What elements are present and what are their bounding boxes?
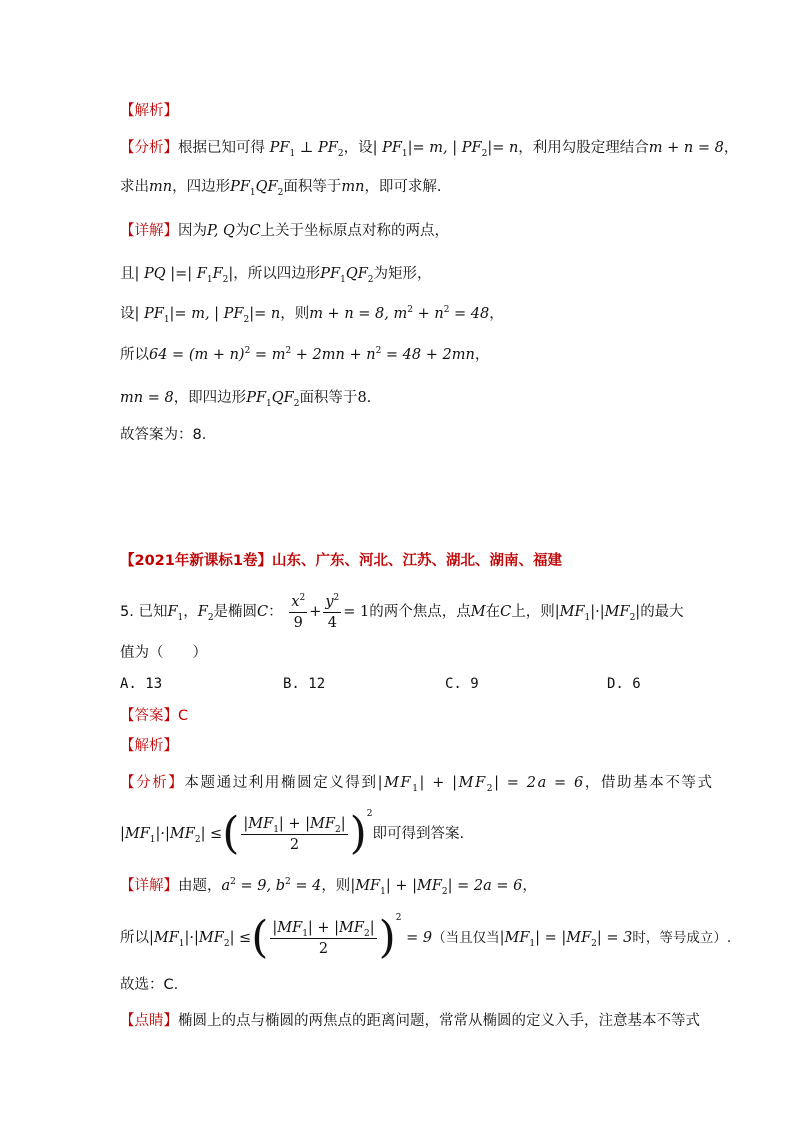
xuan-line: 故选：C.	[120, 977, 179, 993]
answer-tag: 【答案】	[120, 708, 178, 724]
answer-value: C	[178, 708, 189, 724]
dianjing-line: 【点睛】椭圆上的点与椭圆的两焦点的距离问题，常常从椭圆的定义入手，注意基本不等式	[120, 1013, 700, 1029]
fenxi2-line-2: $|MF_1|\cdot|MF_2|$ ≤( $\frac{|MF_1| + |MF_2|}{2}$ )$^2$即可得到答案.	[120, 808, 465, 859]
fraction-ineq-2: $\frac{|MF_1| + |MF_2|}{2}$	[272, 919, 375, 957]
option-b: B. 12	[283, 676, 326, 692]
xiangjie-line-5: mn = 8，即四边形$PF_1QF_2$面积等于8.	[120, 390, 372, 409]
fenxi-line-1: 【分析】根据已知可得 $PF_1$ ⊥ $PF_2$，设| $PF_1|= m$, | $PF_2|= n$，利用勾股定理结合m + n = 8，	[120, 140, 739, 159]
xiangjie2-line-2: 所以$|MF_1|\cdot|MF_2|$ ≤( $\frac{|MF_1| + |MF_2|}{2}$ )$^2$ = 9（当且仅当$|MF_1| = |MF_2| = 3$时，等号成立）.	[120, 912, 732, 963]
fenxi-tag: 【分析】	[120, 140, 178, 156]
fenxi-line-2: 求出mn，四边形$PF_1QF_2$面积等于mn，即可求解.	[120, 179, 442, 198]
fraction-y2-4: $\frac{y^2}{4}$	[325, 592, 340, 631]
answer-row	[120, 705, 188, 727]
option-a: A. 13	[120, 676, 163, 692]
question-line-1: 5. 已知$F_1$，$F_2$是椭圆C： $\frac{x^2}{9}$ + $\frac{y^2}{4}$ = 1的两个焦点，点M在C上，则$|MF_1|\cdot|MF_2|$的最大	[120, 592, 684, 631]
xiangjie2-tag: 【详解】	[120, 878, 178, 894]
jiexi-heading-1: 【解析】	[120, 103, 178, 119]
xiangjie-tag: 【详解】	[120, 223, 178, 239]
fraction-x2-9: $\frac{x^2}{9}$	[291, 592, 306, 631]
fenxi2-line-1: 【分析】本题通过利用椭圆定义得到$|MF_1| + |MF_2| = 2a = 6$，借助基本不等式	[120, 775, 714, 794]
question-line-2: 值为（ ）	[120, 645, 207, 661]
option-c: C. 9	[445, 676, 479, 692]
option-d: D. 6	[607, 676, 641, 692]
answer-line-1: 故答案为：8.	[120, 427, 207, 443]
fraction-ineq-1: $\frac{|MF_1| + |MF_2|}{2}$	[243, 815, 346, 853]
fenxi2-tag: 【分析】	[120, 775, 185, 791]
xiangjie-line-4: 所以$64 = (m + n)^2 = m^2 + 2mn + n^2 = 48 + 2mn$，	[120, 346, 490, 363]
xiangjie-line-2: 且| PQ |=| $F_1F_2|$，所以四边形$PF_1QF_2$为矩形，	[120, 266, 432, 285]
source-heading: 【2021年新课标1卷】山东、广东、河北、江苏、湖北、湖南、福建	[120, 553, 562, 569]
xiangjie2-line-1: 【详解】由题，$a^2 = 9$, $b^2 = 4$，则$|MF_1| + |MF_2| = 2a = 6$，	[120, 877, 537, 897]
xiangjie-line-3: 设| $PF_1|= m$, | $PF_2|= n$，则m + n = 8, $m^2 + n^2 = 48$，	[120, 305, 504, 325]
xiangjie-line-1: 【详解】因为P, Q为C上关于坐标原点对称的两点，	[120, 223, 450, 239]
dianjing-tag: 【点睛】	[120, 1013, 178, 1029]
jiexi-heading-2: 【解析】	[120, 738, 178, 754]
